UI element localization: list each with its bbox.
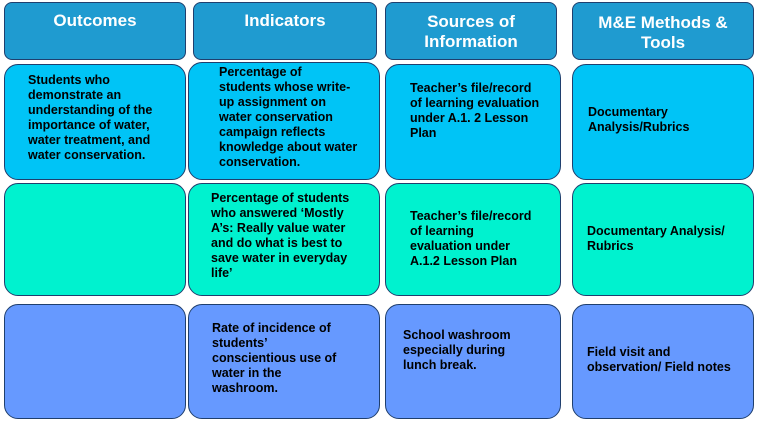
row2-source-text: Teacher’s file/record of learning evaluation under A.1.2 Lesson Plan: [410, 209, 532, 268]
row3-outcome-cell: [4, 304, 186, 419]
header-indicators-label: Indicators: [244, 11, 326, 30]
row1-outcome-text: Students who demonstrate an understanding of the importance of water, water treatment, and water conservation.: [28, 73, 153, 162]
row3-method-cell: [572, 304, 754, 419]
row3-source-cell: [385, 304, 561, 419]
row1-outcome-cell: [4, 64, 186, 180]
header-sources: [385, 2, 557, 60]
header-methods: [572, 2, 754, 60]
row3-indicator-text: Rate of incidence of students’ conscientious use of water in the washroom.: [212, 321, 337, 395]
row1-source-cell: [385, 64, 561, 180]
row1-method-cell: [572, 64, 754, 180]
row2-method-text: Documentary Analysis/ Rubrics: [587, 224, 725, 253]
header-methods-label: M&E Methods & Tools: [598, 13, 728, 52]
row3-method-text: Field visit and observation/ Field notes: [587, 345, 731, 374]
header-outcomes: [4, 2, 186, 60]
header-indicators: [193, 2, 377, 60]
row1-indicator-text: Percentage of students whose write- up assignment on water conservation campaign reflects knowledge about water conservation.: [219, 65, 358, 169]
row2-outcome-cell: [4, 183, 186, 296]
row2-indicator-cell: [188, 183, 380, 296]
row1-indicator-cell: [188, 62, 380, 180]
row1-source-text: Teacher’s file/record of learning evaluation under A.1. 2 Lesson Plan: [410, 81, 540, 140]
row3-source-text: School washroom especially during lunch break.: [403, 328, 511, 372]
row1-method-text: Documentary Analysis/Rubrics: [588, 105, 690, 134]
header-sources-label: Sources of Information: [424, 12, 518, 51]
row2-method-cell: [572, 183, 754, 296]
header-outcomes-label: Outcomes: [53, 11, 137, 30]
row3-indicator-cell: [188, 304, 380, 419]
row2-source-cell: [385, 183, 561, 296]
row2-indicator-text: Percentage of students who answered ‘Mostly A’s: Really value water and do what is best to save water in everyday life’: [211, 191, 350, 280]
